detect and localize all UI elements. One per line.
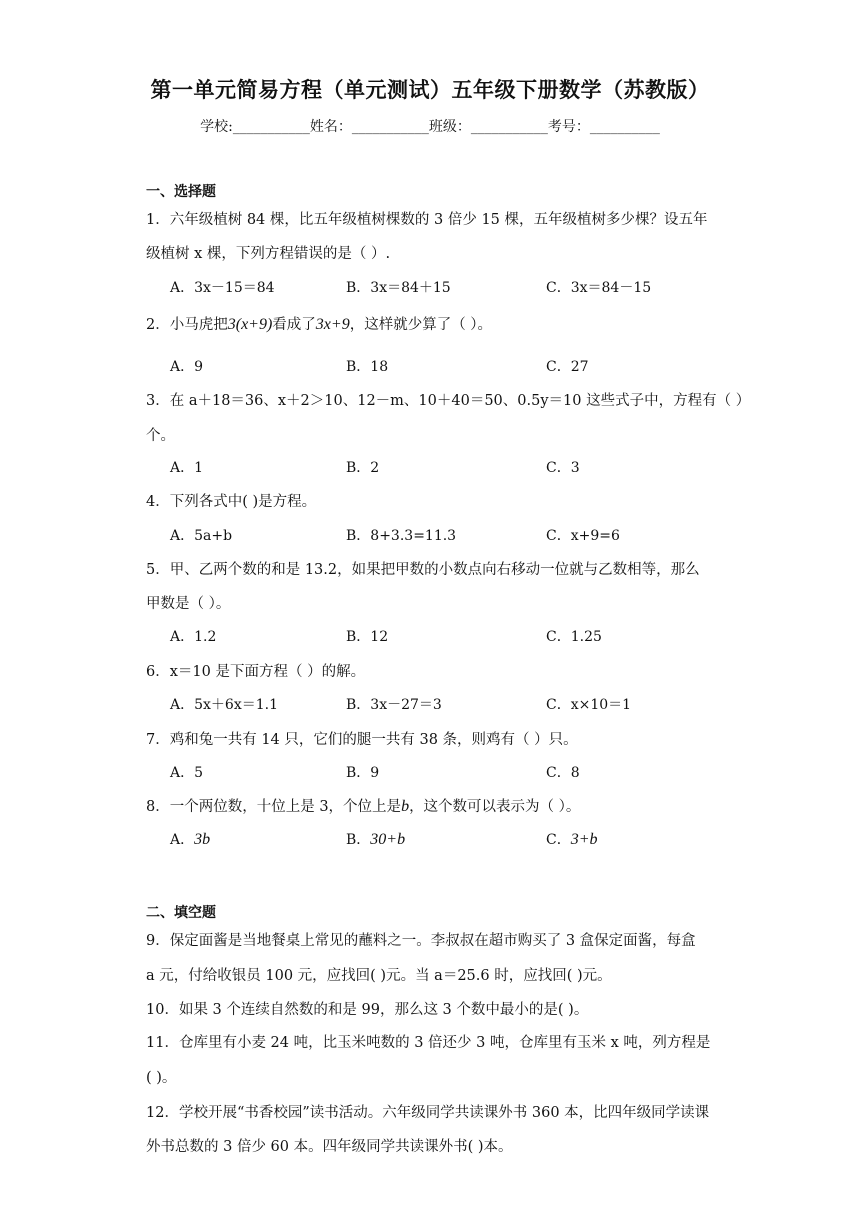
question-2-option-b: B．18	[346, 359, 389, 375]
question-3-line-1: 3．在 a＋18＝36、x＋2＞10、12－m、10＋40＝50、0.5y＝10 这些式子中，方程有（ ）	[146, 393, 751, 409]
question-2-option-c: C．27	[546, 359, 589, 375]
question-3-option-c: C．3	[546, 460, 580, 476]
question-10-line: 10．如果 3 个连续自然数的和是 99，那么这 3 个数中最小的是( )。	[146, 1002, 589, 1018]
student-info-line: 学校:___________姓名：___________班级：___________考号：__________	[200, 119, 660, 135]
question-8-option-c-expression: 3+b	[570, 831, 598, 848]
question-8-option-c-label: C．	[546, 832, 571, 848]
question-1-option-c: C．3x＝84－15	[546, 280, 652, 296]
question-5-line-2: 甲数是（ ）。	[146, 596, 231, 612]
question-4-option-b: B．8+3.3=11.3	[346, 528, 457, 544]
question-1-line-1: 1．六年级植树 84 棵，比五年级植树棵数的 3 倍少 15 棵，五年级植树多少棵？设五年	[146, 212, 708, 228]
question-8-variable: b	[401, 798, 410, 815]
question-2-expression-1: 3(x+9)	[227, 316, 273, 333]
question-7-option-c: C．8	[546, 765, 580, 781]
question-1-option-b: B．3x＝84＋15	[346, 280, 451, 296]
question-8-option-b-expression: 30+b	[370, 831, 406, 848]
question-12-line-2: 外书总数的 3 倍少 60 本。四年级同学共读课外书( )本。	[146, 1139, 513, 1155]
question-8-option-a	[170, 829, 210, 849]
question-7-option-a: A．5	[170, 765, 204, 781]
question-2-text-pre: 2．小马虎把	[146, 317, 228, 333]
question-7-option-b: B．9	[346, 765, 380, 781]
question-8-line	[146, 795, 726, 816]
section-heading-choice: 一、选择题	[146, 184, 216, 200]
question-1-option-a: A．3x－15＝84	[170, 280, 275, 296]
question-11-line-2: ( )。	[146, 1070, 177, 1086]
question-8-text-pre: 8．一个两位数，十位上是 3，个位上是	[146, 799, 402, 815]
question-9-line-2: a 元，付给收银员 100 元，应找回( )元。当 a＝25.6 时，应找回( )元。	[146, 968, 612, 984]
question-8-option-b	[346, 829, 405, 849]
question-4-line: 4．下列各式中( )是方程。	[146, 494, 317, 510]
question-5-option-b: B．12	[346, 629, 389, 645]
question-11-line-1: 11．仓库里有小麦 24 吨，比玉米吨数的 3 倍还少 3 吨，仓库里有玉米 x 吨，列方程是	[146, 1035, 711, 1051]
question-8-option-c	[546, 829, 598, 849]
question-2-text-mid: 看成了	[272, 317, 316, 333]
question-8-option-a-expression: 3b	[194, 831, 211, 848]
question-8-option-a-label: A．	[170, 832, 195, 848]
question-2-line	[146, 313, 726, 334]
question-3-option-b: B．2	[346, 460, 380, 476]
page-title: 第一单元简易方程（单元测试）五年级下册数学（苏教版）	[150, 78, 710, 102]
question-4-option-a: A．5a+b	[170, 528, 233, 544]
question-6-option-b: B．3x－27＝3	[346, 697, 442, 713]
question-8-option-b-label: B．	[346, 832, 371, 848]
question-8-text-post: ，这个数可以表示为（ ）。	[409, 799, 581, 815]
question-6-option-a: A．5x＋6x＝1.1	[170, 697, 278, 713]
section-heading-fill: 二、填空题	[146, 905, 216, 921]
question-3-option-a: A．1	[170, 460, 204, 476]
question-2-option-a: A．9	[170, 359, 204, 375]
question-1-line-2: 级植树 x 棵，下列方程错误的是（ ）.	[146, 246, 391, 262]
question-2-expression-2: 3x+9	[315, 316, 350, 333]
question-3-line-2: 个。	[146, 428, 175, 444]
question-7-line: 7．鸡和兔一共有 14 只，它们的腿一共有 38 条，则鸡有（ ）只。	[146, 732, 578, 748]
question-6-option-c: C．x×10＝1	[546, 697, 632, 713]
question-6-line: 6．x＝10 是下面方程（ ）的解。	[146, 664, 366, 680]
question-9-line-1: 9．保定面酱是当地餐桌上常见的蘸料之一。李叔叔在超市购买了 3 盒保定面酱，每盒	[146, 933, 696, 949]
question-4-option-c: C．x+9=6	[546, 528, 620, 544]
question-5-option-a: A．1.2	[170, 629, 217, 645]
question-5-line-1: 5．甲、乙两个数的和是 13.2，如果把甲数的小数点向右移动一位就与乙数相等，那么	[146, 562, 700, 578]
question-5-option-c: C．1.25	[546, 629, 602, 645]
question-12-line-1: 12．学校开展“书香校园”读书活动。六年级同学共读课外书 360 本，比四年级同学读课	[146, 1105, 710, 1121]
question-2-text-post: ，这样就少算了（ ）。	[349, 317, 493, 333]
